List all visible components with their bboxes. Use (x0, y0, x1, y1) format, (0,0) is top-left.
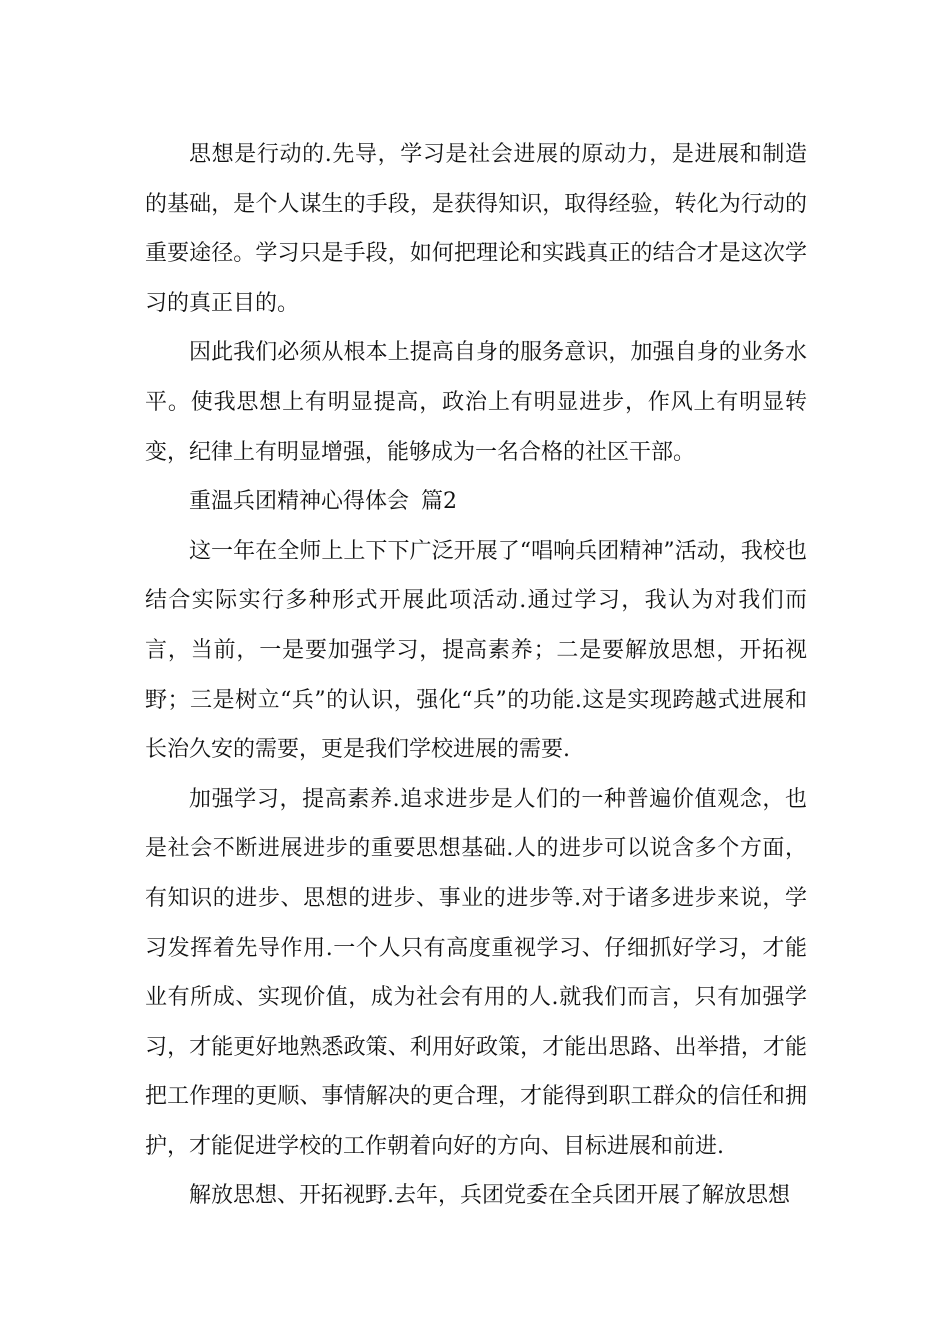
paragraph-service-awareness: 因此我们必须从根本上提高自身的服务意识，加强自身的业务水平。使我思想上有明显提高，政治上有明显进步，作风上有明显转变，纪律上有明显增强，能够成为一名合格的社区干部。 (145, 340, 807, 465)
paragraph-bingtuan-spirit-activity: 这一年在全师上上下下广泛开展了“唱响兵团精神”活动，我校也结合实际实行多种形式开展此项活动.通过学习，我认为对我们而言，当前，一是要加强学习，提高素养；二是要解放思想，开拓视野；三是树立“兵”的认识，强化“兵”的功能.这是实现跨越式进展和长治久安的需要，更是我们学校进展的需要. (145, 538, 807, 763)
section-heading-title: 重温兵团精神心得体会 (189, 489, 410, 515)
section-heading (145, 477, 807, 527)
section-heading-part: 篇2 (421, 489, 458, 515)
paragraph-thought-and-study: 思想是行动的.先导，学习是社会进展的原动力，是进展和制造的基础，是个人谋生的手段，是获得知识，取得经验，转化为行动的重要途径。学习只是手段，如何把理论和实践真正的结合才是这次学习的真正目的。 (145, 142, 807, 316)
paragraph-emancipate-mind: 解放思想、开拓视野.去年，兵团党委在全兵团开展了解放思想 (189, 1183, 790, 1209)
paragraph-strengthen-study: 加强学习，提高素养.追求进步是人们的一种普遍价值观念，也是社会不断进展进步的重要思想基础.人的进步可以说含多个方面，有知识的进步、思想的进步、事业的进步等.对于诸多进步来说，学习发挥着先导作用.一个人只有高度重视学习、仔细抓好学习，才能业有所成、实现价值，成为社会有用的人.就我们而言，只有加强学习，才能更好地熟悉政策、利用好政策，才能出思路、出举措，才能把工作理的更顺、事情解决的更合理，才能得到职工群众的信任和拥护，才能促进学校的工作朝着向好的方向、目标进展和前进. (145, 786, 807, 1159)
document-body (145, 130, 807, 1221)
